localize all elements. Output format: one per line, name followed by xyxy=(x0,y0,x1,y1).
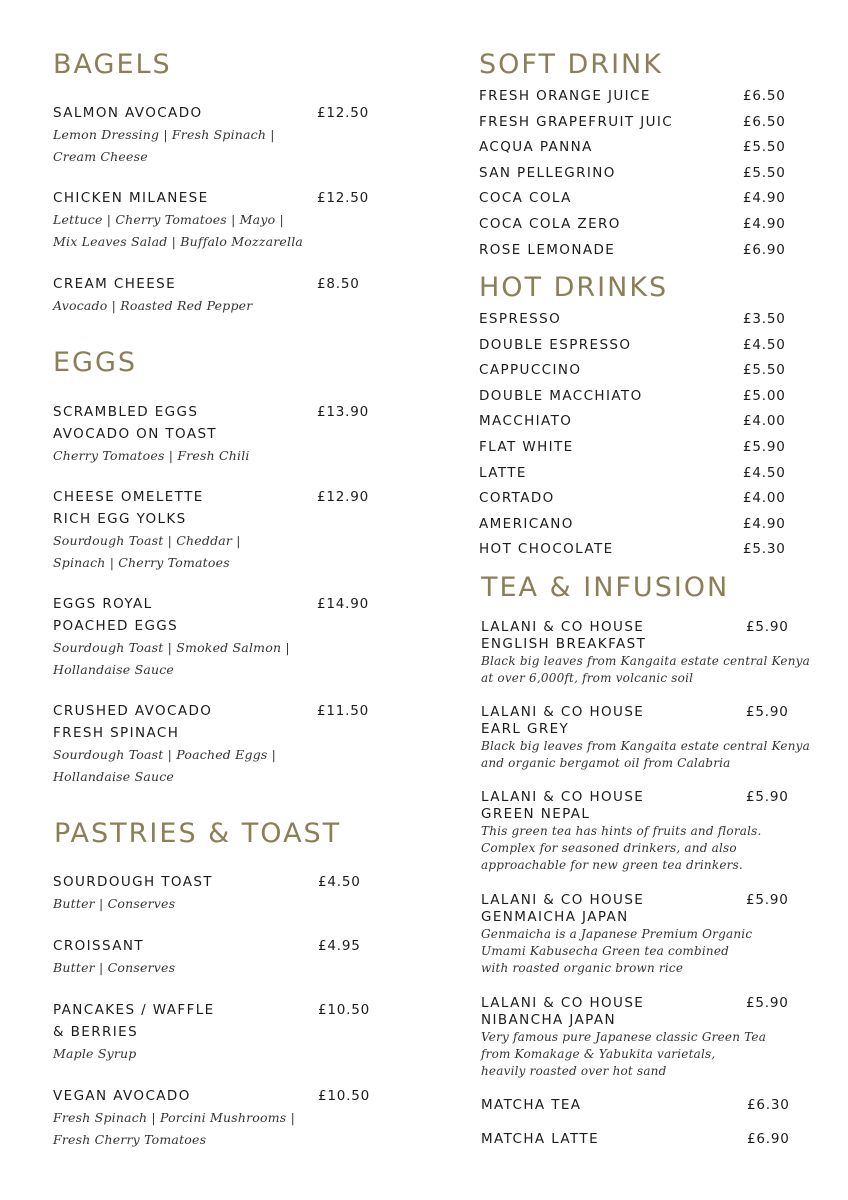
menu-item xyxy=(479,462,739,484)
item-name: FRESH ORANGE JUICE xyxy=(479,88,651,104)
item-price: £11.50 xyxy=(317,703,370,719)
item-name: FLAT WHITE xyxy=(479,439,574,455)
item-name: LALANI & CO HOUSE xyxy=(481,789,645,805)
item-desc: Sourdough Toast | Poached Eggs | xyxy=(53,747,277,762)
item-price: £4.50 xyxy=(743,337,786,353)
item-price: £12.50 xyxy=(317,190,370,206)
item-name: CHICKEN MILANESE xyxy=(53,190,209,206)
item-price: £12.90 xyxy=(317,489,370,505)
item-price: £5.90 xyxy=(746,995,789,1011)
item-price: £8.50 xyxy=(317,276,360,292)
item-price: £6.30 xyxy=(747,1097,790,1113)
item-desc: This green tea has hints of fruits and florals. xyxy=(481,824,762,838)
item-name: LATTE xyxy=(479,465,527,481)
item-name: ESPRESSO xyxy=(479,311,562,327)
item-desc: heavily roasted over hot sand xyxy=(481,1064,667,1078)
item-name: ENGLISH BREAKFAST xyxy=(481,636,647,652)
item-name: GREEN NEPAL xyxy=(481,806,591,822)
item-price: £6.50 xyxy=(743,88,786,104)
menu-item xyxy=(479,334,739,356)
section-title-eggs: EGGS xyxy=(53,347,138,378)
item-name: FRESH SPINACH xyxy=(53,725,180,741)
item-price: £10.50 xyxy=(318,1002,371,1018)
menu-item xyxy=(53,999,313,1065)
menu-item xyxy=(53,1085,313,1151)
menu-item xyxy=(479,136,739,158)
menu-item xyxy=(53,187,313,253)
item-name: EARL GREY xyxy=(481,721,570,737)
item-name: & BERRIES xyxy=(53,1024,139,1040)
section-title-soft-drink: SOFT DRINK xyxy=(479,49,663,80)
item-price: £13.90 xyxy=(317,404,370,420)
item-name: SOURDOUGH TOAST xyxy=(53,874,213,890)
item-price: £6.50 xyxy=(743,114,786,130)
item-price: £10.50 xyxy=(318,1088,371,1104)
item-name: PANCAKES / WAFFLE xyxy=(53,1002,215,1018)
item-name: EGGS ROYAL xyxy=(53,596,153,612)
menu-item xyxy=(53,102,313,168)
item-name: POACHED EGGS xyxy=(53,618,179,634)
item-name: SCRAMBLED EGGS xyxy=(53,404,199,420)
item-desc: Butter | Conserves xyxy=(53,896,176,911)
menu-item xyxy=(479,385,739,407)
item-name: AVOCADO ON TOAST xyxy=(53,426,218,442)
item-desc: Fresh Cherry Tomatoes xyxy=(53,1132,207,1147)
item-price: £4.90 xyxy=(743,516,786,532)
item-name: VEGAN AVOCADO xyxy=(53,1088,191,1104)
item-name: CRUSHED AVOCADO xyxy=(53,703,213,719)
item-name: ROSE LEMONADE xyxy=(479,242,616,258)
menu-item xyxy=(479,410,739,432)
item-price: £4.00 xyxy=(743,413,786,429)
item-price: £5.50 xyxy=(743,165,786,181)
item-desc: at over 6,000ft, from volcanic soil xyxy=(481,671,694,685)
item-name: CROISSANT xyxy=(53,938,144,954)
item-desc: Hollandaise Sauce xyxy=(53,769,175,784)
item-desc: Hollandaise Sauce xyxy=(53,662,175,677)
item-name: NIBANCHA JAPAN xyxy=(481,1012,616,1028)
item-desc: Complex for seasoned drinkers, and also xyxy=(481,841,737,855)
menu-item xyxy=(479,538,739,560)
item-desc: Sourdough Toast | Cheddar | xyxy=(53,533,241,548)
item-desc: Cream Cheese xyxy=(53,149,148,164)
item-name: FRESH GRAPEFRUIT JUIC xyxy=(479,114,674,130)
menu-item xyxy=(479,436,739,458)
item-name: SALMON AVOCADO xyxy=(53,105,203,121)
menu-item xyxy=(479,513,739,535)
item-name: LALANI & CO HOUSE xyxy=(481,892,645,908)
section-title-hot-drinks: HOT DRINKS xyxy=(479,272,669,303)
item-name: COCA COLA xyxy=(479,190,572,206)
item-price: £12.50 xyxy=(317,105,370,121)
item-price: £5.50 xyxy=(743,139,786,155)
menu-item xyxy=(479,487,739,509)
item-name: DOUBLE MACCHIATO xyxy=(479,388,643,404)
item-price: £4.50 xyxy=(743,465,786,481)
item-name: MACCHIATO xyxy=(479,413,573,429)
menu-item xyxy=(479,213,739,235)
menu-item xyxy=(53,401,313,467)
item-desc: with roasted organic brown rice xyxy=(481,961,684,975)
item-desc: Black big leaves from Kangaita estate central Kenya xyxy=(481,739,810,753)
item-desc: Very famous pure Japanese classic Green Tea xyxy=(481,1030,767,1044)
menu-item xyxy=(479,359,739,381)
menu-item xyxy=(479,239,739,261)
menu-item xyxy=(53,273,313,317)
item-price: £5.90 xyxy=(746,789,789,805)
section-title-pastries: PASTRIES & TOAST xyxy=(54,818,342,849)
menu-item xyxy=(53,871,313,915)
menu-item xyxy=(479,308,739,330)
item-name: CHEESE OMELETTE xyxy=(53,489,204,505)
item-desc: Lettuce | Cherry Tomatoes | Mayo | xyxy=(53,212,284,227)
item-price: £6.90 xyxy=(743,242,786,258)
item-name: SAN PELLEGRINO xyxy=(479,165,616,181)
item-name: HOT CHOCOLATE xyxy=(479,541,614,557)
item-desc: Spinach | Cherry Tomatoes xyxy=(53,555,230,570)
menu-item xyxy=(479,162,739,184)
item-price: £4.50 xyxy=(318,874,361,890)
menu-item xyxy=(479,187,739,209)
item-name: COCA COLA ZERO xyxy=(479,216,621,232)
item-price: £5.50 xyxy=(743,362,786,378)
item-name: CREAM CHEESE xyxy=(53,276,177,292)
section-title-bagels: BAGELS xyxy=(53,49,172,80)
item-desc: approachable for new green tea drinkers. xyxy=(481,858,743,872)
item-desc: Lemon Dressing | Fresh Spinach | xyxy=(53,127,275,142)
item-name: AMERICANO xyxy=(479,516,574,532)
item-desc: Mix Leaves Salad | Buffalo Mozzarella xyxy=(53,234,304,249)
item-price: £4.00 xyxy=(743,490,786,506)
item-name: RICH EGG YOLKS xyxy=(53,511,187,527)
item-name: GENMAICHA JAPAN xyxy=(481,909,629,925)
item-desc: Maple Syrup xyxy=(53,1046,137,1061)
menu-item xyxy=(53,593,313,681)
item-name: CORTADO xyxy=(479,490,555,506)
section-title-tea: TEA & INFUSION xyxy=(481,572,730,603)
menu-item xyxy=(53,700,313,788)
item-price: £14.90 xyxy=(317,596,370,612)
menu-item xyxy=(479,111,739,133)
item-name: LALANI & CO HOUSE xyxy=(481,704,645,720)
item-name: ACQUA PANNA xyxy=(479,139,593,155)
item-desc: Cherry Tomatoes | Fresh Chili xyxy=(53,448,250,463)
item-price: £5.90 xyxy=(746,619,789,635)
item-name: MATCHA LATTE xyxy=(481,1131,599,1147)
item-desc: Avocado | Roasted Red Pepper xyxy=(53,298,253,313)
item-desc: Butter | Conserves xyxy=(53,960,176,975)
item-price: £5.90 xyxy=(743,439,786,455)
item-price: £5.90 xyxy=(746,892,789,908)
item-price: £3.50 xyxy=(743,311,786,327)
item-price: £4.95 xyxy=(318,938,361,954)
menu-item xyxy=(53,486,313,574)
item-desc: Black big leaves from Kangaita estate central Kenya xyxy=(481,654,810,668)
item-desc: Fresh Spinach | Porcini Mushrooms | xyxy=(53,1110,295,1125)
item-price: £5.00 xyxy=(743,388,786,404)
item-name: LALANI & CO HOUSE xyxy=(481,619,645,635)
item-name: DOUBLE ESPRESSO xyxy=(479,337,632,353)
item-name: CAPPUCCINO xyxy=(479,362,582,378)
item-price: £6.90 xyxy=(747,1131,790,1147)
item-price: £5.30 xyxy=(743,541,786,557)
item-price: £4.90 xyxy=(743,216,786,232)
item-desc: Genmaicha is a Japanese Premium Organic xyxy=(481,927,753,941)
item-price: £4.90 xyxy=(743,190,786,206)
item-desc: and organic bergamot oil from Calabria xyxy=(481,756,731,770)
item-name: LALANI & CO HOUSE xyxy=(481,995,645,1011)
item-desc: Umami Kabusecha Green tea combined xyxy=(481,944,730,958)
menu-item xyxy=(479,85,739,107)
item-price: £5.90 xyxy=(746,704,789,720)
item-desc: from Komakage & Yabukita varietals, xyxy=(481,1047,716,1061)
item-name: MATCHA TEA xyxy=(481,1097,582,1113)
item-desc: Sourdough Toast | Smoked Salmon | xyxy=(53,640,290,655)
menu-item xyxy=(53,935,313,979)
